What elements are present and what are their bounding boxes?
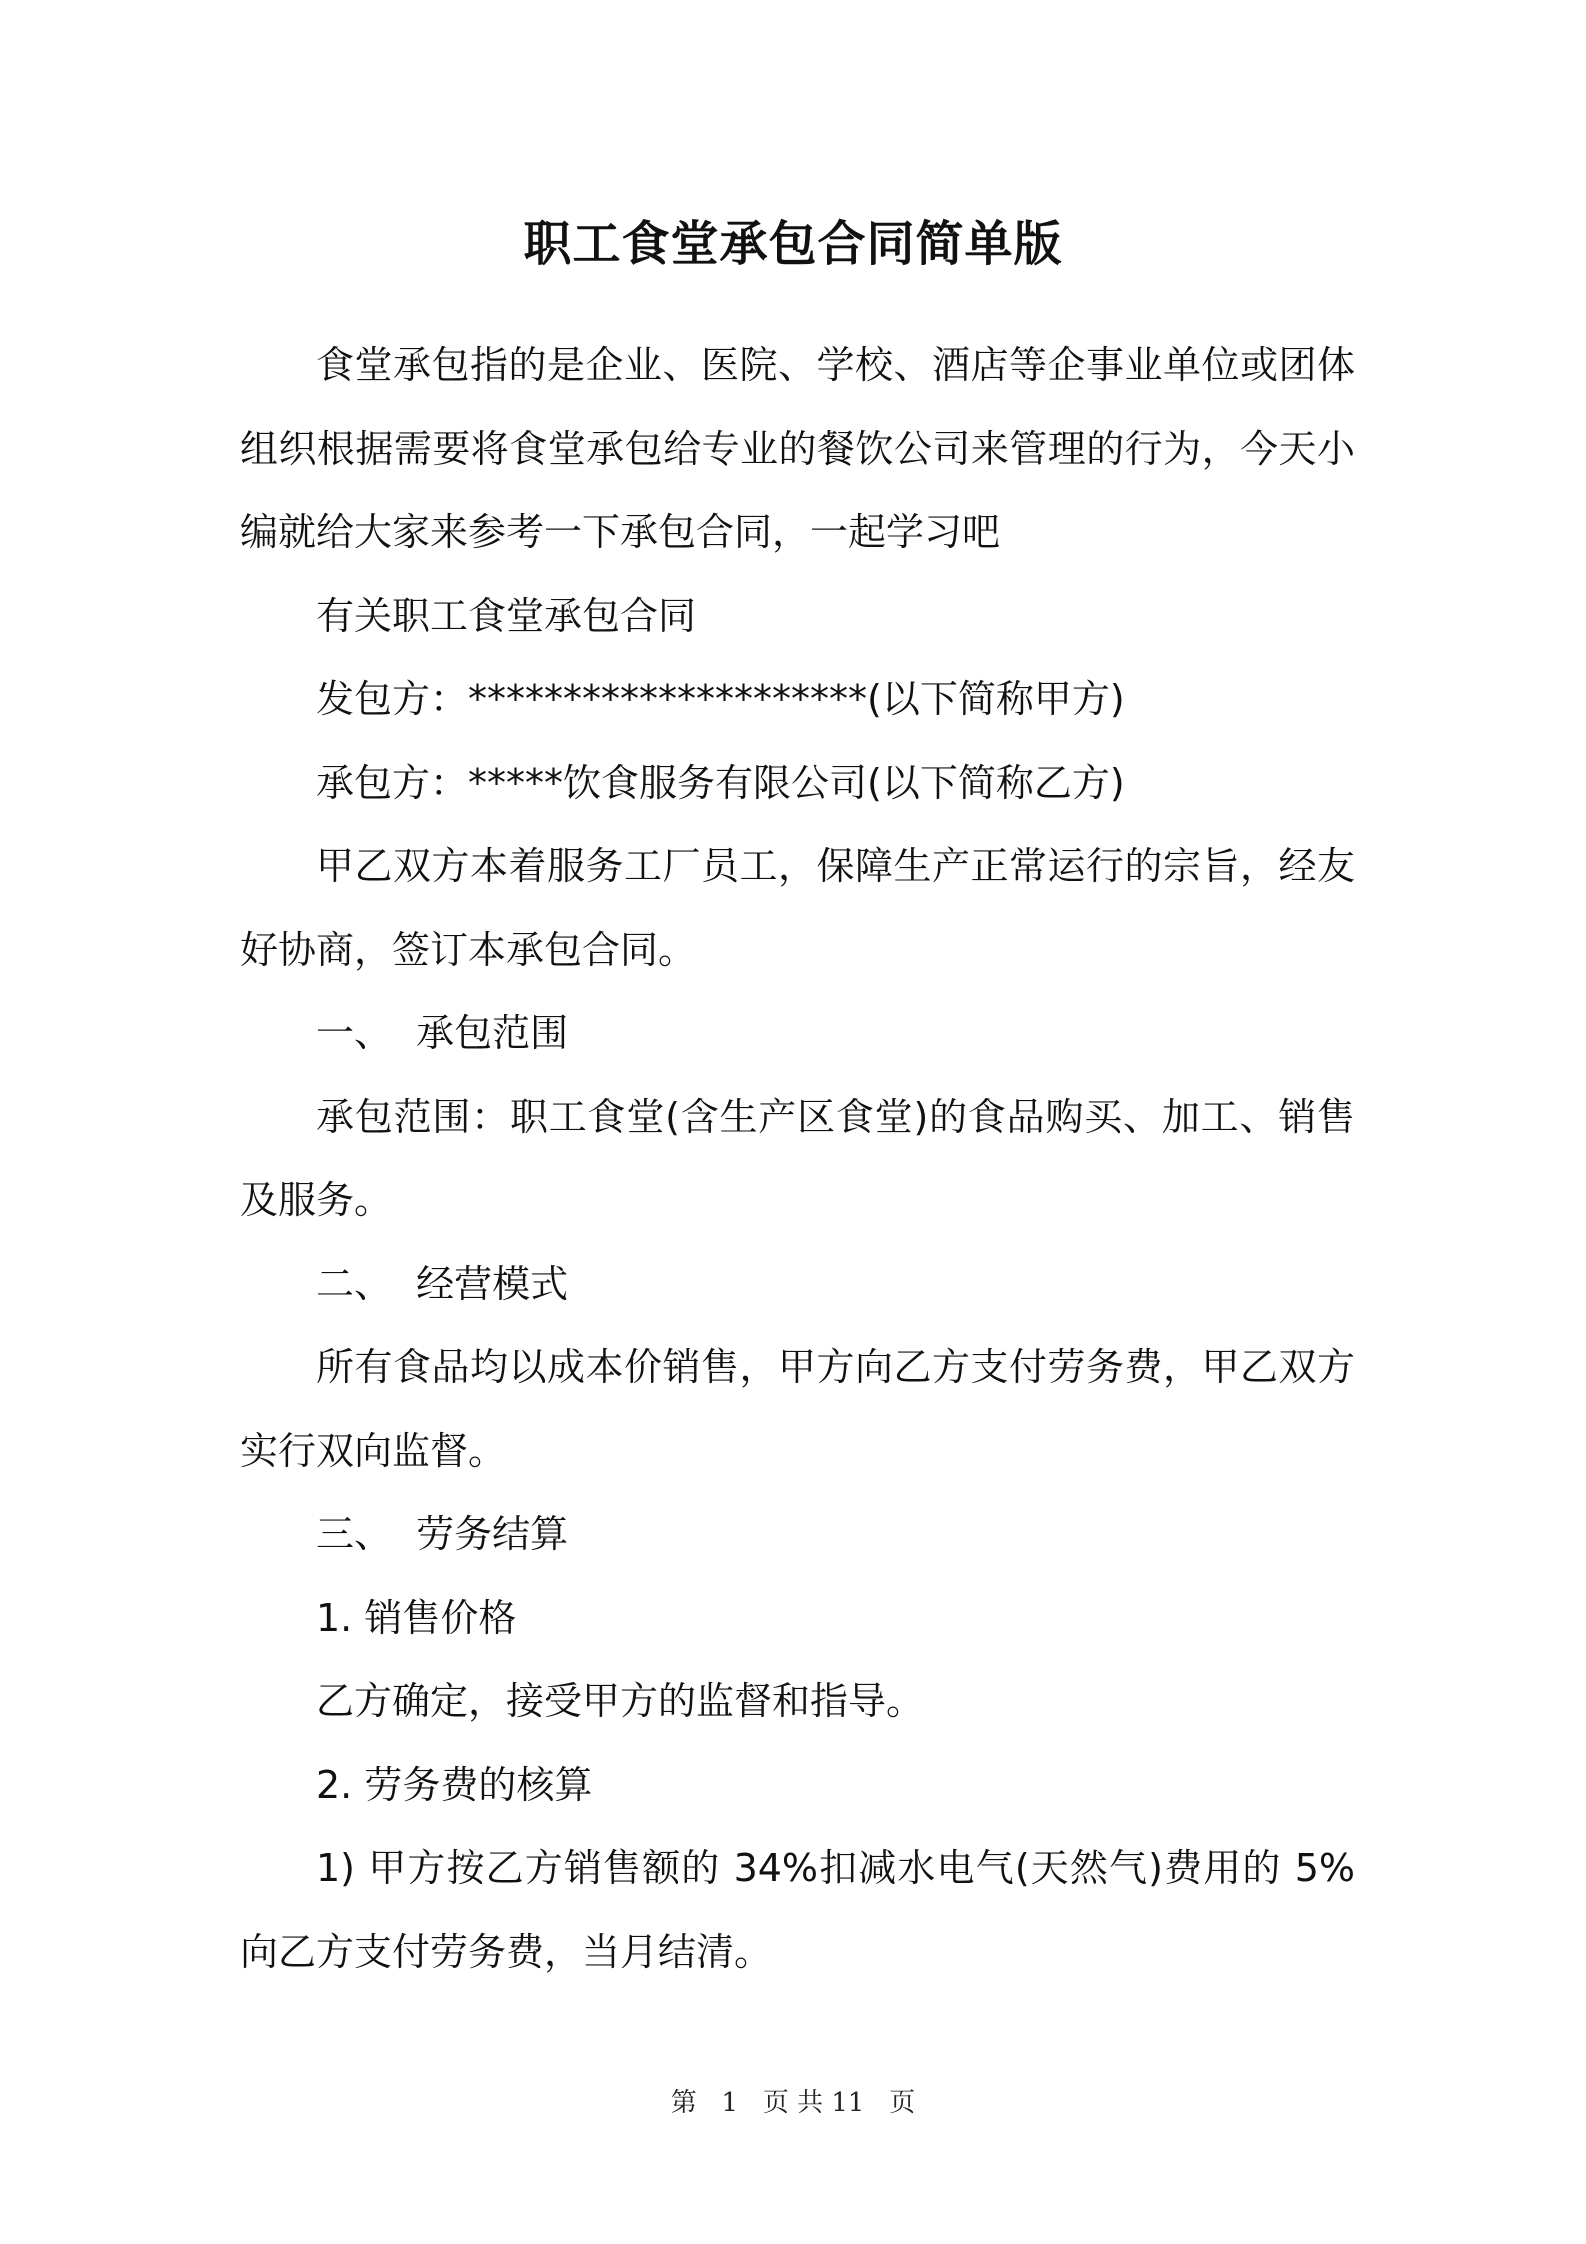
page-footer: [0, 2086, 1586, 2120]
service-fee-paragraph: 1) 甲方按乙方销售额的 34%扣减水电气(天然气)费用的 5%向乙方支付劳务费，当月结清。: [240, 1846, 1355, 1974]
section-heading-settlement: 三、 劳务结算: [316, 1512, 569, 1556]
subheading-sales-price: 1. 销售价格: [316, 1595, 517, 1640]
intro-paragraph: 食堂承包指的是企业、医院、学校、酒店等企事业单位或团体组织根据需要将食堂承包给专业的餐饮公司来管理的行为，今天小编就给大家来参考一下承包合同，一起学习吧: [240, 343, 1355, 554]
footer-suffix: 页: [889, 2088, 916, 2118]
business-model-paragraph: 所有食品均以成本价销售，甲方向乙方支付劳务费，甲乙双方实行双向监督。: [240, 1345, 1355, 1473]
sales-price-paragraph: 乙方确定，接受甲方的监督和指导。: [316, 1679, 925, 1723]
document-body: [240, 324, 1355, 1994]
purpose-paragraph: 甲乙双方本着服务工厂员工，保障生产正常运行的宗旨，经友好协商，签订本承包合同。: [240, 844, 1355, 972]
subheading-service-fee: 2. 劳务费的核算: [316, 1762, 593, 1807]
document-title: 职工食堂承包合同简单版: [523, 216, 1063, 272]
footer-page-number: 1: [721, 2088, 739, 2118]
footer-total-pages: 11: [831, 2088, 865, 2118]
section-heading-business-model: 二、 经营模式: [316, 1261, 569, 1306]
footer-middle: 页 共: [762, 2088, 824, 2118]
contract-subtitle: 有关职工食堂承包合同: [316, 593, 697, 638]
employer-party-line: 发包方：*********************(以下简称甲方): [316, 677, 1125, 721]
section-heading-scope: 一、 承包范围: [316, 1011, 569, 1055]
footer-prefix: 第: [670, 2088, 697, 2118]
contractor-party-line: 承包方：*****饮食服务有限公司(以下简称乙方): [316, 760, 1125, 805]
scope-paragraph: 承包范围：职工食堂(含生产区食堂)的食品购买、加工、销售及服务。: [240, 1094, 1355, 1222]
